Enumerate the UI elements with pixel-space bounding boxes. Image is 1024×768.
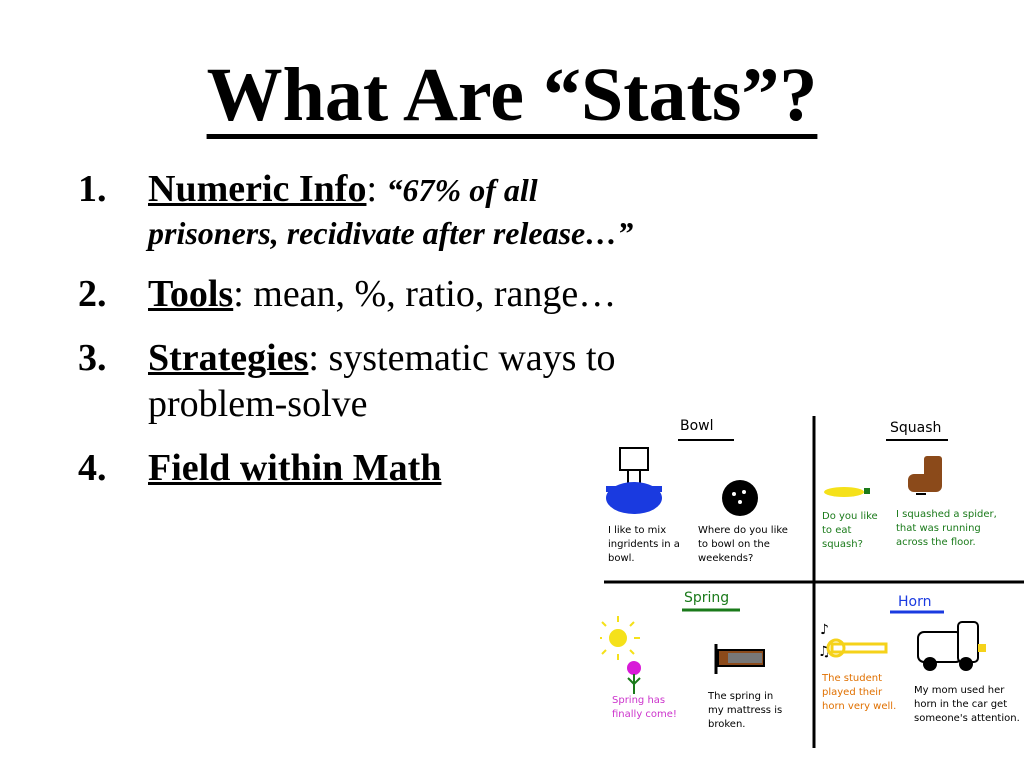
caption-horn-1: The student played their horn very well. bbox=[822, 673, 897, 712]
panel-label-bowl: Bowl bbox=[680, 418, 714, 434]
list-text: : systematic ways to bbox=[308, 337, 616, 379]
panel-label-spring: Spring bbox=[684, 590, 730, 606]
caption-squash-2: I squashed a spider, that was running across the floor. bbox=[896, 509, 997, 548]
caption-bowl-2: Where do you like to bowl on the weekends? bbox=[698, 525, 788, 564]
caption-spring-1: Spring has finally come! bbox=[612, 695, 677, 720]
slide-title bbox=[0, 50, 1024, 140]
caption-squash-1: Do you like to eat squash? bbox=[822, 511, 878, 550]
caption-horn-2: My mom used her horn in the car get someone's attention. bbox=[914, 685, 1020, 724]
mixer-bowl-icon bbox=[606, 448, 662, 514]
svg-text:♪: ♪ bbox=[820, 622, 829, 638]
list-quote-line2: prisoners, recidivate after release…” bbox=[148, 215, 634, 251]
list-number: 2. bbox=[78, 273, 107, 315]
panel-label-horn: Horn bbox=[898, 594, 932, 610]
caption-bowl-1: I like to mix ingridents in a bowl. bbox=[608, 525, 680, 564]
mattress-icon bbox=[716, 644, 764, 674]
list-text-line2: problem-solve bbox=[148, 383, 368, 425]
list-term: Field within Math bbox=[148, 447, 442, 489]
list-quote-line1: “67% of all bbox=[386, 172, 538, 208]
flower-icon bbox=[627, 661, 641, 694]
boot-icon bbox=[908, 456, 942, 494]
svg-text:♫: ♫ bbox=[818, 644, 831, 660]
list-item-tools bbox=[78, 271, 778, 317]
list-text: : mean, %, ratio, range… bbox=[233, 273, 617, 315]
list-number: 3. bbox=[78, 337, 107, 379]
list-term: Strategies bbox=[148, 337, 309, 379]
trumpet-icon bbox=[818, 622, 886, 660]
homonym-comic bbox=[600, 412, 1024, 748]
panel-label-squash: Squash bbox=[890, 420, 942, 436]
bowling-ball-icon bbox=[722, 480, 758, 516]
caption-spring-2: The spring in my mattress is broken. bbox=[708, 691, 783, 730]
list-number: 4. bbox=[78, 447, 107, 489]
list-term: Numeric Info bbox=[148, 168, 367, 210]
squash-icon bbox=[824, 487, 870, 497]
list-term: Tools bbox=[148, 273, 234, 315]
car-icon bbox=[918, 622, 986, 671]
list-number: 1. bbox=[78, 168, 107, 210]
list-separator: : bbox=[366, 168, 378, 210]
list-item-numeric-info bbox=[78, 166, 778, 253]
slide-title-text: What Are “Stats”? bbox=[206, 53, 818, 137]
sun-icon bbox=[600, 616, 640, 660]
